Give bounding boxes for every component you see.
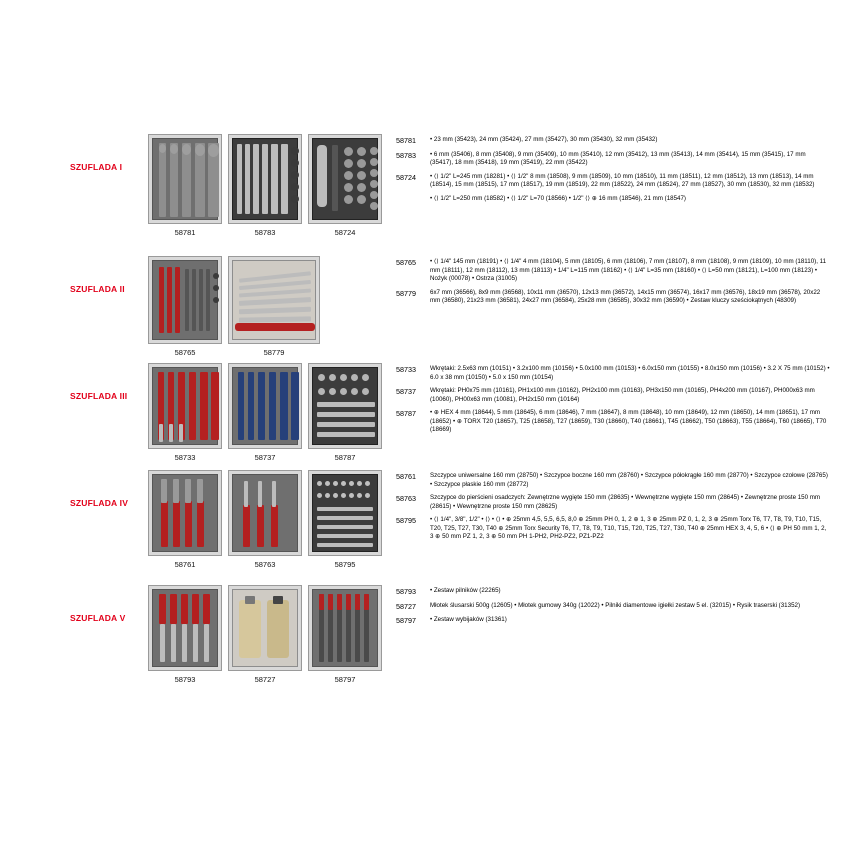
drawer-label-5: SZUFLADA V <box>70 613 126 623</box>
tray-caption-58763: 58763 <box>254 560 276 569</box>
tray-image-58765 <box>148 256 222 344</box>
tray-caption-58797: 58797 <box>334 675 356 684</box>
tray-group-3 <box>148 363 388 462</box>
spec-code: 58765 <box>396 258 416 267</box>
tray-image-58761 <box>148 470 222 556</box>
tray-caption-58787: 58787 <box>334 453 356 462</box>
tray-58787 <box>308 363 382 462</box>
tray-image-58737 <box>228 363 302 449</box>
tray-caption-58765: 58765 <box>174 348 196 357</box>
tray-image-58724 <box>308 134 382 224</box>
spec-code: 58793 <box>396 587 416 596</box>
tray-image-58727 <box>228 585 302 671</box>
tray-58761 <box>148 470 222 569</box>
tray-58795 <box>308 470 382 569</box>
tray-caption-58781: 58781 <box>174 228 196 237</box>
spec-text: • ⟨⟩ 1/4", 3/8", 1/2" • ⟨⟩ • ⟨⟩ • ⊕ 25mm 4,5, 5,5, 6,5, 8,0 ⊕ 25mm PH 0, 1, 2 ⊕ 1, 3 ⊕ 25mm PZ 0, 1, 2, 3 ⊕ 25mm Torx T6, T7, T8, T9, T10, T15, T20, T25, T27, T30, T40 ⊕ 25mm Torx Security T6, T7, T8, T9, T10, T15, T20, T25, T27, T30, T40 ⊕ 25mm HEX 3, 4, 5, 6 • ⟨⟩ ⊕ PH 50 mm 1, 2, 3 ⊕ 50 mm PZ 1, 2, 3 ⊕ 50 mm PH 1-PH2, PH2-PZ2, PZ1-PZ2 <box>430 516 827 541</box>
tray-image-58787 <box>308 363 382 449</box>
spec-text: • 6 mm (35406), 8 mm (35408), 9 mm (35409), 10 mm (35410), 12 mm (35412), 13 mm (35413), 14 mm (35414), 15 mm (35415), 17 mm (35417), 18 mm (35418), 19 mm (35419), 22 mm (35422) <box>430 150 806 167</box>
drawer-row-1 <box>70 134 830 237</box>
tray-58779 <box>228 256 320 357</box>
spec-code: 58761 <box>396 472 416 481</box>
tray-58763 <box>228 470 302 569</box>
spec-code: 58797 <box>396 616 416 626</box>
spec-text: • Zestaw pilników (22265) <box>430 587 501 594</box>
spec-code: 58724 <box>396 172 416 182</box>
tray-58781 <box>148 134 222 237</box>
spec-code: 58779 <box>396 288 416 298</box>
tray-caption-58737: 58737 <box>254 453 276 462</box>
tray-58793 <box>148 585 222 684</box>
spec-group-4 <box>388 470 830 547</box>
tray-image-58797 <box>308 585 382 671</box>
spec-code: 58763 <box>396 494 416 504</box>
spec-group-1 <box>388 134 830 208</box>
drawer-row-3 <box>70 363 830 462</box>
tray-group-4 <box>148 470 388 569</box>
spec-text: • ⊕ HEX 4 mm (18644), 5 mm (18645), 6 mm (18646), 7 mm (18647), 8 mm (18648), 10 mm (18649), 12 mm (18650), 14 mm (18651), 17 mm (18652) • ⊕ TORX T20 (18657), T25 (18658), T27 (18659), T30 (18660), T40 (18661), T45 (18662), T50 (18663), T55 (18664), T60 (18665), T70 (18669) <box>430 409 827 434</box>
tray-caption-58795: 58795 <box>334 560 356 569</box>
spec-code: 58781 <box>396 136 416 145</box>
spec-text: Wkrętaki: 2.5x63 mm (10151) • 3.2x100 mm (10156) • 5.0x100 mm (10153) • 6.0x150 mm (10155) • 8.0x150 mm (10156) • 3.2 X 75 mm (10152) • 6.0 x 38 mm (10150) • 5.0 x 150 mm (10154) <box>430 365 830 381</box>
tray-image-58795 <box>308 470 382 556</box>
tray-58797 <box>308 585 382 684</box>
tray-58737 <box>228 363 302 462</box>
tray-58765 <box>148 256 222 357</box>
spec-text: Młotek ślusarski 500g (12605) • Młotek gumowy 340g (12022) • Pilniki diamentowe igiełki zestaw 5 el. (32015) • Rysik traserski (31352) <box>430 601 801 609</box>
spec-text: Wkrętaki: PH0x75 mm (10161), PH1x100 mm (10162), PH2x100 mm (10163), PH3x150 mm (10165), PH4x200 mm (10167), PH000x63 mm (10060), PH00x63 mm (10081), PH2x150 mm (10164) <box>430 387 815 403</box>
tray-caption-58793: 58793 <box>174 675 196 684</box>
tray-group-5 <box>148 585 388 684</box>
tray-image-58793 <box>148 585 222 671</box>
spec-line <box>396 516 830 542</box>
spec-line <box>396 587 830 597</box>
tray-58724 <box>308 134 382 237</box>
spec-text: 6x7 mm (36566), 8x9 mm (36568), 10x11 mm (36570), 12x13 mm (36572), 14x15 mm (36574), 16x17 mm (36576), 18x19 mm (36578), 20x22 mm (36580), 21x23 mm (36581), 24x27 mm (36584), 25x28 mm (36585), 30x32 mm (36590) • Zestaw kluczy sześciokątnych (48309) <box>430 288 821 305</box>
tray-image-58763 <box>228 470 302 556</box>
spec-text: Szczypce do pierścieni osadczych: Zewnętrzne wygięte 150 mm (28635) • Wewnętrzne wygięte 150 mm (28645) • Zewnętrzne proste 150 mm (28615) • Wewnętrzne proste 150 mm (28625) <box>430 494 821 510</box>
tray-caption-58779: 58779 <box>263 348 285 357</box>
spec-line <box>396 173 830 190</box>
spec-line <box>396 616 830 626</box>
spec-text: • 23 mm (35423), 24 mm (35424), 27 mm (35427), 30 mm (35430), 32 mm (35432) <box>430 136 658 143</box>
spec-text: • ⟨⟩ 1/2" L=250 mm (18582) • ⟨⟩ 1/2" L=70 (18566) • 1/2" ⟨⟩ ⊕ 16 mm (18546), 21 mm (18547) <box>430 194 686 202</box>
tray-caption-58733: 58733 <box>174 453 196 462</box>
spec-line <box>396 387 830 404</box>
spec-code: 58727 <box>396 601 416 611</box>
drawer-row-2 <box>70 256 830 357</box>
tray-group-1 <box>148 134 388 237</box>
spec-text: • ⟨⟩ 1/4" 145 mm (18191) • ⟨⟩ 1/4" 4 mm (18104), 5 mm (18105), 6 mm (18106), 7 mm (18107), 8 mm (18108), 9 mm (18109), 10 mm (18110), 11 mm (18111), 12 mm (18112), 13 mm (18113) • 1/4" L=115 mm (18162) • ⟨⟩ 1/4" L=35 mm (18160) • ⟨⟩ L=50 mm (18121), L=100 mm (18123) • Nożyk (00078) • Ostrza (31005) <box>430 258 827 283</box>
tray-image-58733 <box>148 363 222 449</box>
drawer-label-2: SZUFLADA II <box>70 284 125 294</box>
tray-58733 <box>148 363 222 462</box>
drawer-label-1: SZUFLADA I <box>70 162 123 172</box>
spec-text: • ⟨⟩ 1/2" L=245 mm (18281) • ⟨⟩ 1/2" 8 mm (18508), 9 mm (18509), 10 mm (18510), 11 mm (18511), 12 mm (18512), 13 mm (18513), 14 mm (18514), 15 mm (18515), 17 mm (18517), 19 mm (18519), 22 mm (18522), 24 mm (18524), 27 mm (18527), 30 mm (18530), 32 mm (18532) <box>430 172 815 189</box>
drawer-row-4 <box>70 470 830 569</box>
drawer-row-5 <box>70 585 830 684</box>
tray-image-58779 <box>228 256 320 344</box>
spec-line <box>396 602 830 612</box>
tray-caption-58727: 58727 <box>254 675 276 684</box>
spec-line <box>396 494 830 511</box>
drawer-label-3: SZUFLADA III <box>70 391 128 401</box>
spec-code: 58737 <box>396 387 416 397</box>
spec-group-2 <box>388 256 830 311</box>
spec-line <box>396 151 830 168</box>
tray-caption-58783: 58783 <box>254 228 276 237</box>
spec-group-5 <box>388 585 830 631</box>
tray-group-2 <box>148 256 388 357</box>
spec-code: 58787 <box>396 409 416 419</box>
drawer-label-4: SZUFLADA IV <box>70 498 129 508</box>
spec-line <box>396 472 830 489</box>
tray-caption-58761: 58761 <box>174 560 196 569</box>
tray-caption-58724: 58724 <box>334 228 356 237</box>
spec-line <box>396 365 830 382</box>
tray-58727 <box>228 585 302 684</box>
spec-code: 58783 <box>396 150 416 160</box>
tray-image-58783 <box>228 134 302 224</box>
spec-line <box>396 409 830 435</box>
tray-58783 <box>228 134 302 237</box>
spec-text: Szczypce uniwersalne 160 mm (28750) • Szczypce boczne 160 mm (28760) • Szczypce półokrągłe 160 mm (28770) • Szczypce czołowe (28765) • Szczypce płaskie 160 mm (28772) <box>430 472 828 488</box>
spec-group-3 <box>388 363 830 440</box>
tray-image-58781 <box>148 134 222 224</box>
spec-line <box>396 195 830 204</box>
spec-code: 58795 <box>396 516 416 526</box>
spec-line <box>396 136 830 146</box>
spec-text: • Zestaw wybijaków (31361) <box>430 616 507 624</box>
spec-line <box>396 289 830 306</box>
spec-line <box>396 258 830 284</box>
spec-code: 58733 <box>396 365 416 374</box>
